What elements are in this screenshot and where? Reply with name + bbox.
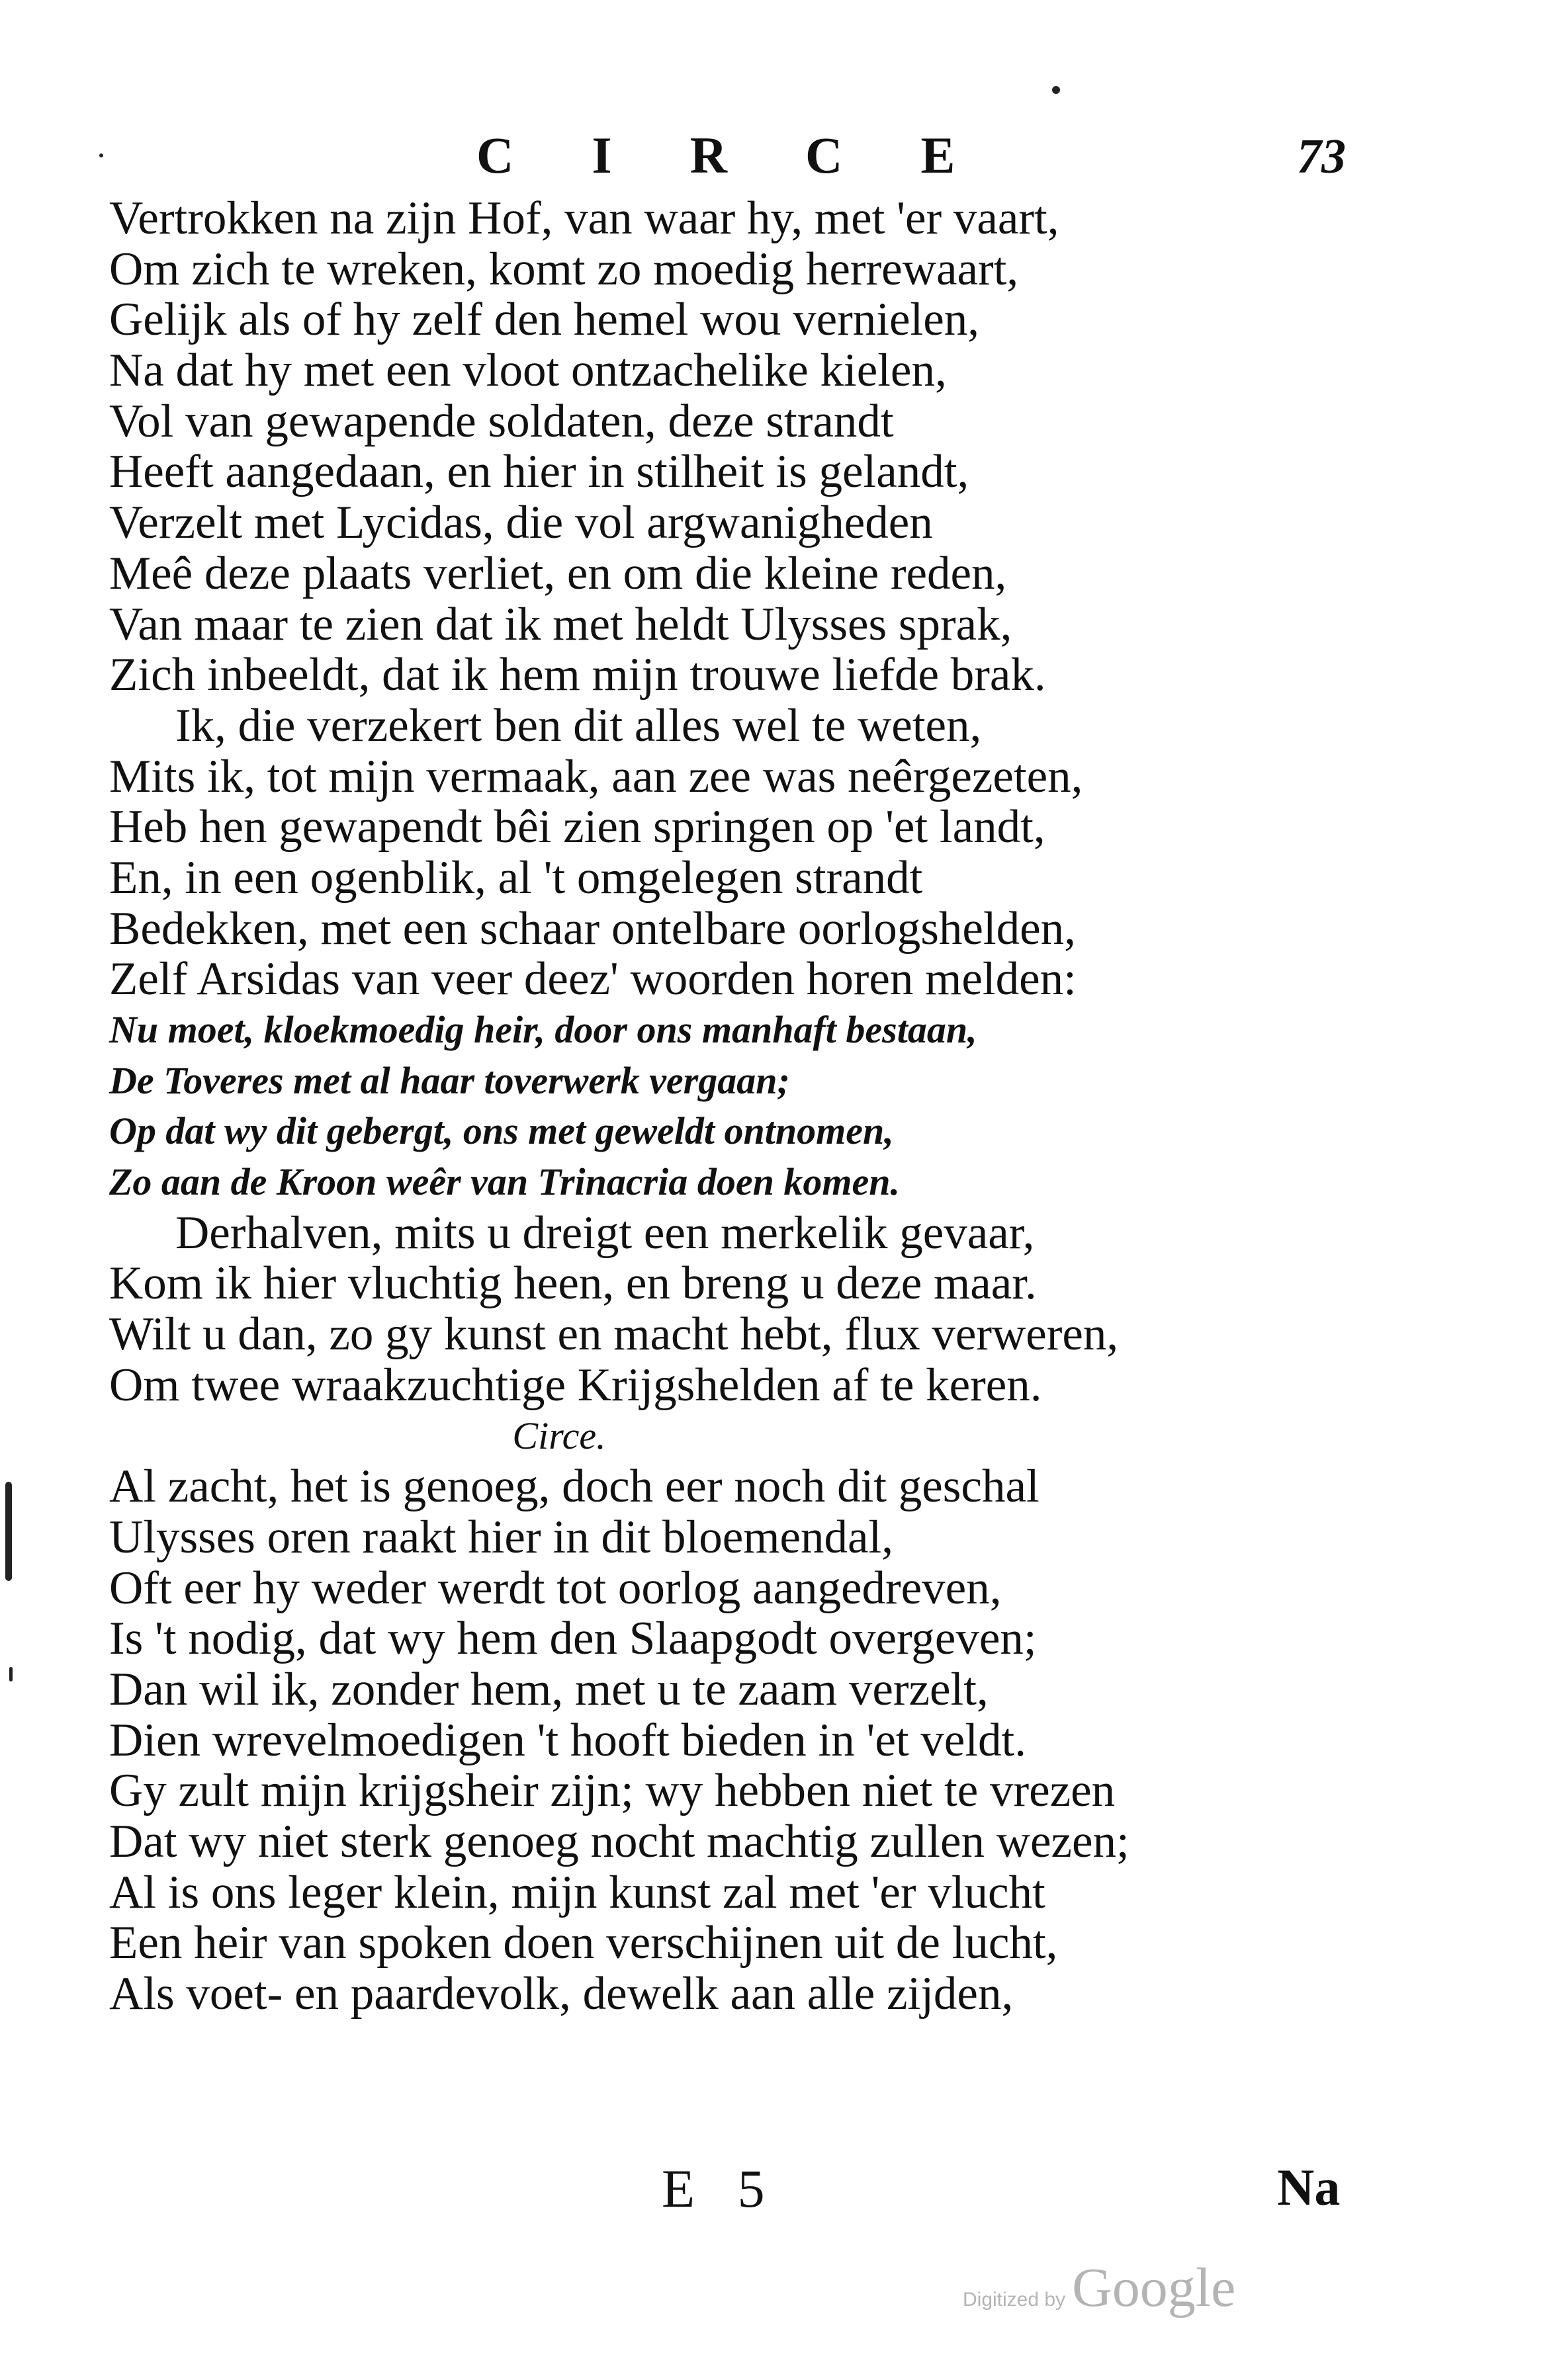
verse-line: Al is ons leger klein, mijn kunst zal met 'er vlucht [109,1866,1045,1918]
verse-line: Vertrokken na zijn Hof, van waar hy, met 'er vaart, [109,192,1059,244]
running-head: CIRCE [476,126,1034,184]
verse-line: Dat wy niet sterk genoeg nocht machtig zullen wezen; [109,1816,1130,1867]
verse-line: Meê deze plaats verliet, en om die kleine reden, [109,547,1007,599]
catchword: Na [1277,2158,1341,2216]
verse-line: Gelijk als of hy zelf den hemel wou vernielen, [109,294,980,346]
verse-line: Derhalven, mits u dreigt een merkelik gevaar, [175,1207,1035,1259]
verse-line: Oft eer hy weder werdt tot oorlog aangedreven, [109,1562,1002,1614]
signature-mark: E 5 [662,2158,779,2219]
verse-line: Bedekken, met een schaar ontelbare oorlogshelden, [109,902,1076,955]
page-number: 73 [1297,130,1346,184]
verse-line: Van maar te zien dat ik met heldt Ulysses sprak, [109,598,1012,650]
verse-line: Om zich te wreken, komt zo moedig herrewaart, [109,243,1019,295]
verse-line: Kom ik hier vluchtig heen, en breng u deze maar. [109,1257,1037,1310]
ink-speck [1052,86,1060,94]
verse-line: Is 't nodig, dat wy hem den Slaapgodt overgeven; [109,1613,1037,1665]
verse-line: Als voet- en paardevolk, dewelk aan alle zijden, [109,1968,1014,2020]
verse-line: Een heir van spoken doen verschijnen uit de lucht, [109,1917,1058,1969]
digitized-watermark [963,2256,1235,2320]
verse-line: Heb hen gewapendt bêi zien springen op 'et landt, [109,801,1045,853]
verse-line: Zelf Arsidas van veer deez' woorden horen melden: [109,953,1077,1005]
verse-body [109,193,1472,2019]
ink-speck [99,153,103,157]
verse-line: Vol van gewapende soldaten, deze strandt [109,395,894,447]
ink-speck [5,1482,12,1581]
verse-line: Dien wrevelmoedigen 't hooft bieden in 'et veldt. [109,1714,1027,1766]
google-logo: Google [1072,2257,1236,2318]
verse-line: Ulysses oren raakt hier in dit bloemendal, [109,1511,893,1563]
quoted-verse-line: De Toveres met al haar toverwerk vergaan; [109,1058,790,1102]
verse-line: Dan wil ik, zonder hem, met u te zaam verzelt, [109,1663,989,1715]
verse-line: Zich inbeeldt, dat ik hem mijn trouwe liefde brak. [109,649,1046,701]
verse-line: Mits ik, tot mijn vermaak, aan zee was neêrgezeten, [109,750,1083,802]
quoted-verse-line: Op dat wy dit gebergt, ons met geweldt ontnomen, [109,1109,894,1153]
ink-speck [9,1667,13,1681]
verse-line: Om twee wraakzuchtige Krijgshelden af te keren. [109,1359,1042,1411]
verse-line: Ik, die verzekert ben dit alles wel te weten, [175,699,982,751]
speaker-label: Circe. [512,1414,606,1457]
verse-line: Na dat hy met een vloot ontzachelike kielen, [109,345,947,397]
verse-line: Verzelt met Lycidas, die vol argwanigheden [109,497,933,549]
verse-line: Wilt u dan, zo gy kunst en macht hebt, flux verweren, [109,1308,1119,1361]
verse-line: Heeft aangedaan, en hier in stilheit is gelandt, [109,446,969,498]
watermark-prefix: Digitized by [963,2289,1066,2311]
quoted-verse-line: Nu moet, kloekmoedig heir, door ons manhaft bestaan, [109,1008,977,1051]
quoted-verse-line: Zo aan de Kroon weêr van Trinacria doen komen. [109,1160,900,1204]
verse-line: En, in een ogenblik, al 't omgelegen strandt [109,851,923,904]
verse-line: Al zacht, het is genoeg, doch eer noch dit geschal [109,1461,1040,1513]
verse-line: Gy zult mijn krijgsheir zijn; wy hebben niet te vrezen [109,1765,1116,1817]
